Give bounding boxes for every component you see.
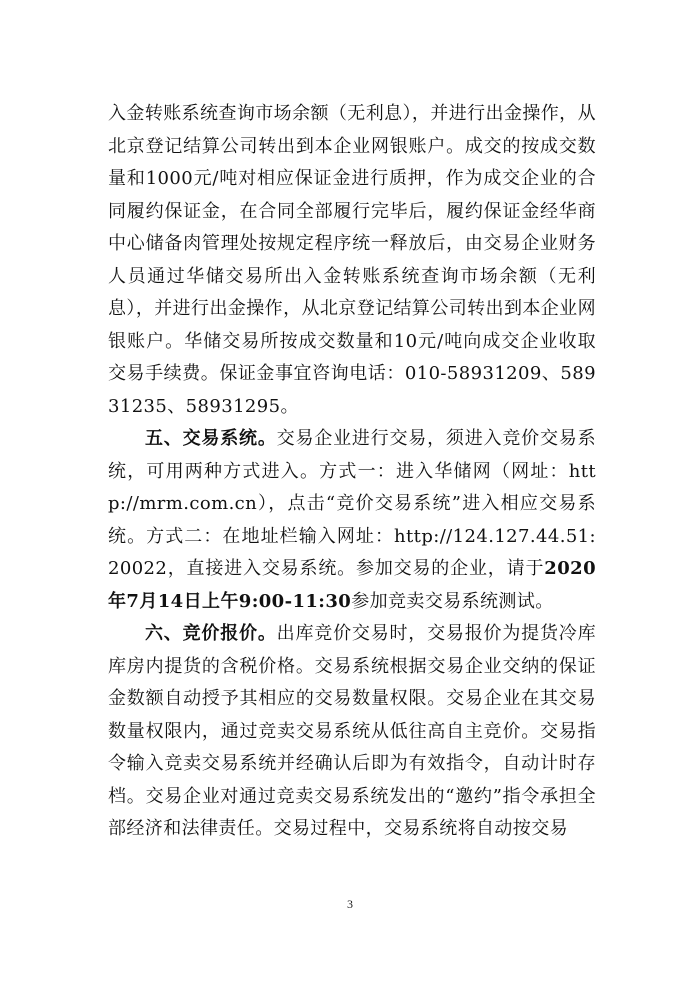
section-heading-trading-system: 五、交易系统。: [145, 428, 277, 449]
paragraph-margin-settlement: [108, 98, 596, 423]
paragraph-text: 入金转账系统查询市场余额（无利息），并进行出金操作，从北京登记结算公司转出到本企业网银账户。成交的按成交数量和1000元/吨对相应保证金进行质押，作为成交企业的合同履约保证金，在合同全部履行完毕后，履约保证金经华商中心储备肉管理处按规定程序统一释放后，由交易企业财务人员通过华储交易所出入金转账系统查询市场余额（无利息），并进行出金操作，从北京登记结算公司转出到本企业网银账户。华储交易所按成交数量和10元/吨向成交企业收取交易手续费。保证金事宜咨询电话：010-58931209、58931235、58931295。: [108, 103, 596, 417]
section-heading-bidding-quote: 六、竞价报价。: [145, 623, 277, 644]
paragraph-text: 出库竞价交易时，交易报价为提货冷库库房内提货的含税价格。交易系统根据交易企业交纳的保证金数额自动授予其相应的交易数量权限。交易企业在其交易数量权限内，通过竞卖交易系统从低往高自主竞价。交易指令输入竞卖交易系统并经确认后即为有效指令，自动计时存档。交易企业对通过竞卖交易系统发出的“邀约”指令承担全部经济和法律责任。交易过程中，交易系统将自动按交易: [108, 623, 596, 839]
test-time-highlight: 2020年7月14日上午9:00-11:30: [108, 558, 596, 612]
page-number: 3: [347, 897, 353, 911]
paragraph-trading-system: [108, 423, 596, 618]
paragraph-text: 交易企业进行交易，须进入竞价交易系统，可用两种方式进入。方式一：进入华储网（网址：http://mrm.com.cn），点击“竞价交易系统”进入相应交易系统。方式二：在地址栏输入网址：http://124.127.44.51:20022，直接进入交易系统。参加交易的企业，请于: [108, 428, 596, 579]
paragraph-bidding-quote: [108, 618, 596, 846]
paragraph-text: 参加竞卖交易系统测试。: [351, 590, 554, 612]
document-body: [108, 98, 596, 846]
